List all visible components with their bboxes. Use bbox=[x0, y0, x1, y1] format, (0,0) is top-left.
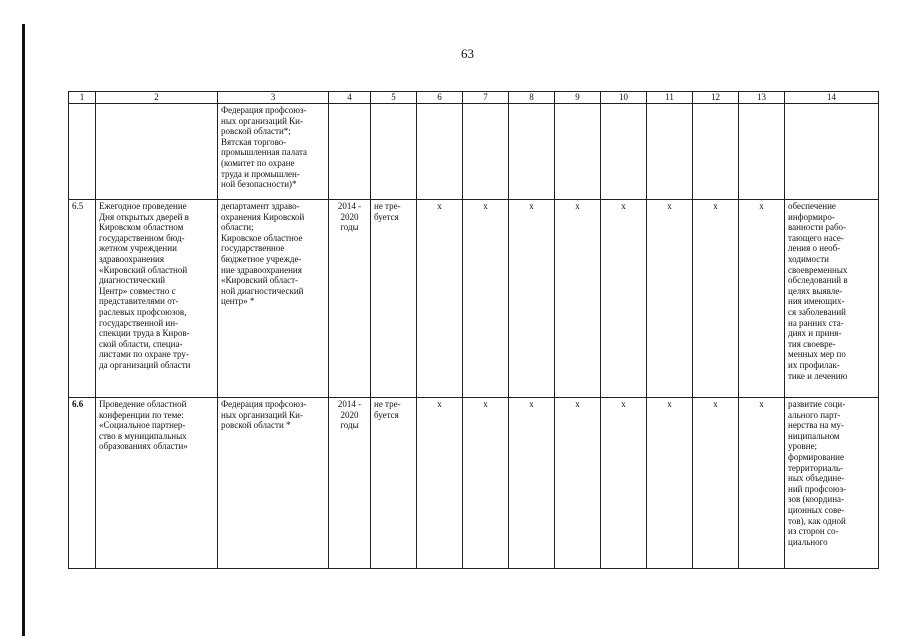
event-cell-line: «Кировский областной bbox=[99, 264, 188, 275]
event-cell-line: листами по охране тру- bbox=[99, 349, 189, 360]
event-cell bbox=[96, 398, 218, 569]
event-cell-line: государственном бюд- bbox=[99, 232, 185, 243]
mark-cell: x bbox=[647, 398, 693, 569]
mark-cell: x bbox=[417, 398, 463, 569]
result-cell-line: тов), как одной bbox=[788, 515, 846, 526]
result-cell-line: целях выявле- bbox=[788, 285, 843, 296]
event-cell-line: ской области, специа- bbox=[99, 338, 183, 349]
executors-cell-line: бюджетное учрежде- bbox=[221, 253, 302, 264]
period-cell bbox=[329, 398, 371, 569]
column-number: 5 bbox=[371, 92, 417, 104]
period-cell-line: годы bbox=[340, 420, 359, 431]
event-cell-line: жетном учреждении bbox=[99, 243, 177, 254]
executors-cell-line: ных организаций Ки- bbox=[221, 115, 303, 126]
executors-cell-line: «Кировский област- bbox=[221, 275, 299, 286]
result-cell-line: ционных сове- bbox=[788, 504, 845, 515]
funding-cell-line: буется bbox=[374, 211, 399, 222]
result-cell-line: зов (координа- bbox=[788, 494, 844, 505]
event-cell-line: государственной ин- bbox=[99, 317, 179, 328]
row-number: 6.6 bbox=[69, 398, 96, 569]
mark-cell: x bbox=[647, 200, 693, 398]
executors-cell-line: Кировское областное bbox=[221, 232, 303, 243]
result-cell-line: менных мер по bbox=[788, 349, 846, 360]
mark-cell bbox=[647, 104, 693, 200]
column-number: 13 bbox=[739, 92, 785, 104]
event-cell bbox=[96, 104, 218, 200]
event-cell-line: Ежегодное проведение bbox=[99, 201, 187, 211]
event-cell-line: спекции труда в Киров- bbox=[99, 328, 190, 339]
result-cell-line: на ранних ста- bbox=[788, 317, 844, 328]
result-cell-line: ния имеющих- bbox=[788, 296, 845, 307]
result-cell-line: развитие соци- bbox=[788, 399, 846, 409]
result-cell-line: их профилак- bbox=[788, 359, 840, 370]
mark-cell: x bbox=[417, 200, 463, 398]
mark-cell bbox=[555, 104, 601, 200]
column-number: 14 bbox=[785, 92, 879, 104]
event-cell-line: образованиях области» bbox=[99, 441, 188, 452]
period-cell bbox=[329, 200, 371, 398]
result-cell-line: обследований в bbox=[788, 275, 848, 286]
funding-cell bbox=[371, 104, 417, 200]
event-cell-line: Кировском областном bbox=[99, 222, 184, 233]
executors-cell-line: Федерация профсоюз- bbox=[221, 399, 307, 409]
result-cell-line: информиро- bbox=[788, 211, 835, 222]
executors-cell-line: государственное bbox=[221, 243, 285, 254]
result-cell-line: территориаль- bbox=[788, 462, 844, 473]
result-cell-line: ниципальном bbox=[788, 430, 840, 441]
page-edge-bar bbox=[22, 24, 25, 636]
executors-cell-line: (комитет по охране bbox=[221, 157, 295, 168]
executors-cell-line: Федерация профсоюз- bbox=[221, 105, 307, 115]
executors-cell-line: ных организаций Ки- bbox=[221, 409, 303, 420]
mark-cell: x bbox=[463, 200, 509, 398]
mark-cell: x bbox=[693, 200, 739, 398]
period-cell-line: 2014 - bbox=[337, 201, 362, 211]
executors-cell-line: департамент здраво- bbox=[221, 201, 300, 211]
mark-cell: x bbox=[509, 398, 555, 569]
column-number: 10 bbox=[601, 92, 647, 104]
event-cell-line: ство в муниципальных bbox=[99, 430, 187, 441]
result-cell-line: диях и приня- bbox=[788, 328, 842, 339]
table-row bbox=[69, 398, 879, 569]
period-cell-line: 2014 - bbox=[337, 399, 362, 409]
result-cell-line: ванности рабо- bbox=[788, 222, 847, 233]
result-cell-line: циального bbox=[788, 536, 828, 547]
row-number: 6.5 bbox=[69, 200, 96, 398]
result-cell-line: своевременных bbox=[788, 264, 848, 275]
period-cell-line: 2020 bbox=[340, 211, 359, 222]
funding-cell bbox=[371, 200, 417, 398]
executors-cell-line: ровской области*; bbox=[221, 126, 291, 137]
column-number: 2 bbox=[96, 92, 218, 104]
mark-cell: x bbox=[555, 398, 601, 569]
result-cell-line: формирование bbox=[788, 451, 844, 462]
column-number: 6 bbox=[417, 92, 463, 104]
executors-cell-line: ной диагностический bbox=[221, 285, 304, 296]
result-cell-line: ся заболеваний bbox=[788, 306, 846, 317]
mark-cell bbox=[693, 104, 739, 200]
event-cell-line: диагностический bbox=[99, 275, 166, 286]
result-cell bbox=[785, 200, 879, 398]
executors-cell-line: ной безопасности)* bbox=[221, 179, 297, 190]
result-cell-line: ления о необ- bbox=[788, 243, 841, 254]
measures-table bbox=[68, 91, 879, 569]
event-cell-line: здравоохранения bbox=[99, 253, 165, 264]
executors-cell bbox=[218, 398, 329, 569]
mark-cell: x bbox=[463, 398, 509, 569]
row-number bbox=[69, 104, 96, 200]
period-cell-line: 2020 bbox=[340, 409, 359, 420]
executors-cell-line: ние здравоохранения bbox=[221, 264, 302, 275]
table-row bbox=[69, 200, 879, 398]
mark-cell bbox=[739, 104, 785, 200]
mark-cell: x bbox=[555, 200, 601, 398]
event-cell-line: да организаций области bbox=[99, 359, 191, 370]
event-cell-line: «Социальное партнер- bbox=[99, 420, 186, 431]
mark-cell bbox=[601, 104, 647, 200]
result-cell-line: тике и лечению bbox=[788, 370, 848, 381]
mark-cell: x bbox=[693, 398, 739, 569]
column-number: 3 bbox=[218, 92, 329, 104]
executors-cell-line: труда и промышлен- bbox=[221, 168, 300, 179]
executors-cell-line: охранения Кировской bbox=[221, 211, 305, 222]
mark-cell bbox=[463, 104, 509, 200]
column-number: 9 bbox=[555, 92, 601, 104]
period-cell-line: годы bbox=[340, 222, 359, 233]
funding-cell bbox=[371, 398, 417, 569]
mark-cell: x bbox=[601, 398, 647, 569]
result-cell-line: тающего насе- bbox=[788, 232, 844, 243]
mark-cell: x bbox=[601, 200, 647, 398]
event-cell-line: конференции по теме: bbox=[99, 409, 184, 420]
executors-cell bbox=[218, 200, 329, 398]
result-cell bbox=[785, 104, 879, 200]
event-cell-line: Центр» совместно с bbox=[99, 285, 176, 296]
event-cell-line: представителями от- bbox=[99, 296, 179, 307]
column-number: 11 bbox=[647, 92, 693, 104]
result-cell-line: ных объедине- bbox=[788, 473, 845, 484]
column-number: 1 bbox=[69, 92, 96, 104]
executors-cell-line: центр» * bbox=[221, 296, 255, 307]
result-cell-line: ний профсоюз- bbox=[788, 483, 847, 494]
column-number: 7 bbox=[463, 92, 509, 104]
mark-cell: x bbox=[509, 200, 555, 398]
mark-cell: x bbox=[739, 398, 785, 569]
column-number-row bbox=[69, 92, 879, 104]
result-cell-line: ходимости bbox=[788, 253, 829, 264]
event-cell-line: Дня открытых дверей в bbox=[99, 211, 189, 222]
funding-cell-line: не тре- bbox=[374, 201, 401, 211]
mark-cell: x bbox=[739, 200, 785, 398]
executors-cell-line: области; bbox=[221, 222, 254, 233]
column-number: 4 bbox=[329, 92, 371, 104]
result-cell-line: нерства на му- bbox=[788, 420, 844, 431]
funding-cell-line: буется bbox=[374, 409, 399, 420]
page-number: 63 bbox=[461, 46, 474, 61]
column-number: 8 bbox=[509, 92, 555, 104]
result-cell-line: тия своевре- bbox=[788, 338, 836, 349]
result-cell-line: ального парт- bbox=[788, 409, 841, 420]
result-cell-line: из сторон со- bbox=[788, 526, 839, 537]
event-cell-line: Проведение областной bbox=[99, 399, 187, 409]
funding-cell-line: не тре- bbox=[374, 399, 401, 409]
result-cell-line: обеспечение bbox=[788, 201, 836, 211]
mark-cell bbox=[417, 104, 463, 200]
event-cell-line: раслевых профсоюзов, bbox=[99, 306, 187, 317]
executors-cell-line: промышленная палата bbox=[221, 147, 308, 158]
table-row bbox=[69, 104, 879, 200]
result-cell-line: уровне; bbox=[788, 441, 818, 452]
executors-cell-line: ровской области * bbox=[221, 420, 291, 431]
event-cell bbox=[96, 200, 218, 398]
executors-cell-line: Вятская торгово- bbox=[221, 136, 287, 147]
column-number: 12 bbox=[693, 92, 739, 104]
result-cell bbox=[785, 398, 879, 569]
executors-cell bbox=[218, 104, 329, 200]
period-cell bbox=[329, 104, 371, 200]
mark-cell bbox=[509, 104, 555, 200]
